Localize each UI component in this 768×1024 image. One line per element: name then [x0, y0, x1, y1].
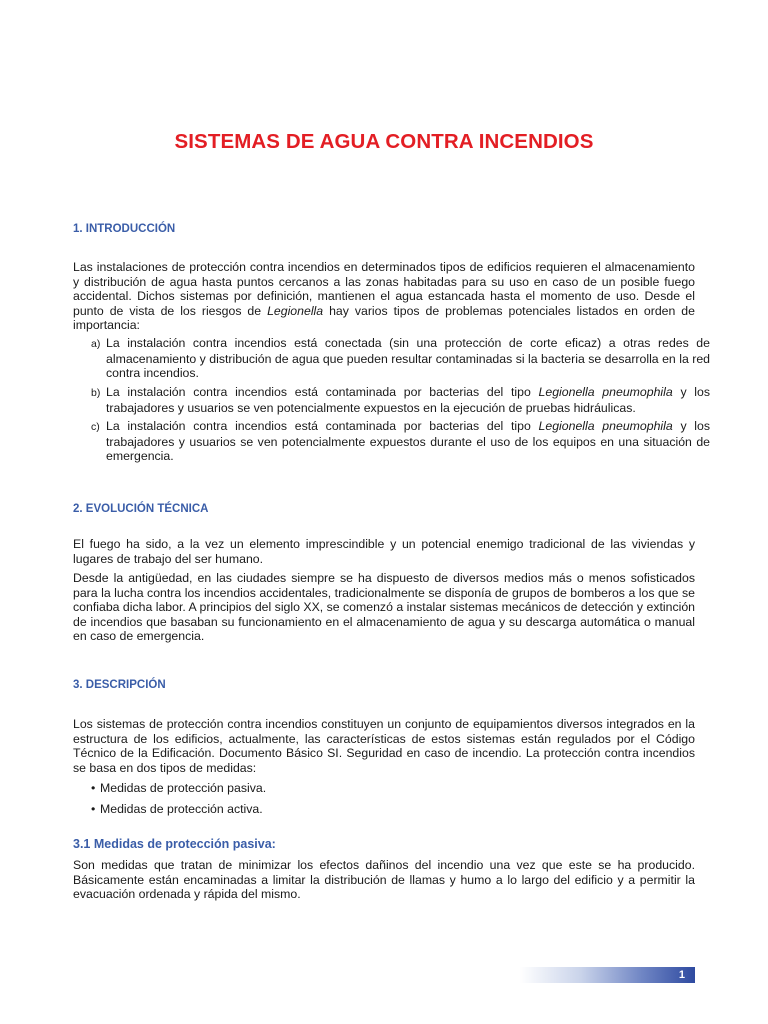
intro-paragraph: Las instalaciones de protección contra incendios en determinados tipos de edificios requieren el almacenamiento y distribución de agua hasta puntos cercanos a las zonas habitadas para su uso en caso de un posible fuego accidental. Dichos sistemas por definición, mantienen el agua estancada hasta el momento de uso. Desde el punto de vista de los riesgos de Legionella hay varios tipos de problemas potenciales listados en orden de importancia: [73, 260, 695, 333]
list-item-a: a) La instalación contra incendios está conectada (sin una protección de corte eficaz) a otras redes de almacenamiento y distribución de agua que pueden resultar contaminadas si la bacteria se desarrolla en la red contra incendios. [91, 336, 710, 381]
footer-page-bar [520, 967, 695, 983]
bullet-item-activa: • Medidas de protección activa. [91, 802, 263, 816]
list-item-c: c) La instalación contra incendios está contaminada por bacterias del tipo Legionella pneumophila y los trabajadores y usuarios se ven potencialmente expuestos durante el uso de los equipos en una situación de emergencia. [91, 419, 711, 464]
evolution-paragraph-1: El fuego ha sido, a la vez un elemento imprescindible y un potencial enemigo tradicional de las viviendas y lugares de trabajo del ser humano. [73, 537, 695, 566]
passive-paragraph: Son medidas que tratan de minimizar los efectos dañinos del incendio una vez que este se ha producido. Básicamente están encaminadas a limitar la distribución de llamas y humo a lo largo del edificio y a permitir la evacuación ordenada y rápida del mismo. [73, 858, 695, 902]
subsection-heading-proteccion-pasiva: 3.1 Medidas de protección pasiva: [73, 837, 276, 851]
section-heading-introduccion: 1. INTRODUCCIÓN [73, 223, 176, 235]
description-paragraph: Los sistemas de protección contra incendios constituyen un conjunto de equipamientos diversos integrados en la estructura de los edificios, actualmente, las características de estos sistemas están regulados por el Código Técnico de la Edificación. Documento Básico SI. Seguridad en caso de incendio. La protección contra incendios se basa en dos tipos de medidas: [73, 717, 695, 775]
list-item-b: b) La instalación contra incendios está contaminada por bacterias del tipo Legionella pneumophila y los trabajadores y usuarios se ven potencialmente expuestos en la ejecución de pruebas hidráulicas. [91, 385, 711, 415]
section-heading-descripcion: 3. DESCRIPCIÓN [73, 679, 166, 691]
section-heading-evolucion-tecnica: 2. EVOLUCIÓN TÉCNICA [73, 503, 209, 515]
evolution-paragraph-2: Desde la antigüedad, en las ciudades siempre se ha dispuesto de diversos medios más o menos sofisticados para la lucha contra los incendios accidentales, tradicionalmente se disponía de grupos de bomberos a los que se confiaba dicha labor. A principios del siglo XX, se comenzó a instalar sistemas mecánicos de detección y extinción de incendios que basaban su funcionamiento en el almacenamiento de agua y su descarga automática o manual en caso de emergencia. [73, 571, 696, 644]
page-number: 1 [678, 969, 685, 981]
bullet-item-pasiva: • Medidas de protección pasiva. [91, 781, 267, 795]
document-title: SISTEMAS DE AGUA CONTRA INCENDIOS [174, 130, 594, 153]
